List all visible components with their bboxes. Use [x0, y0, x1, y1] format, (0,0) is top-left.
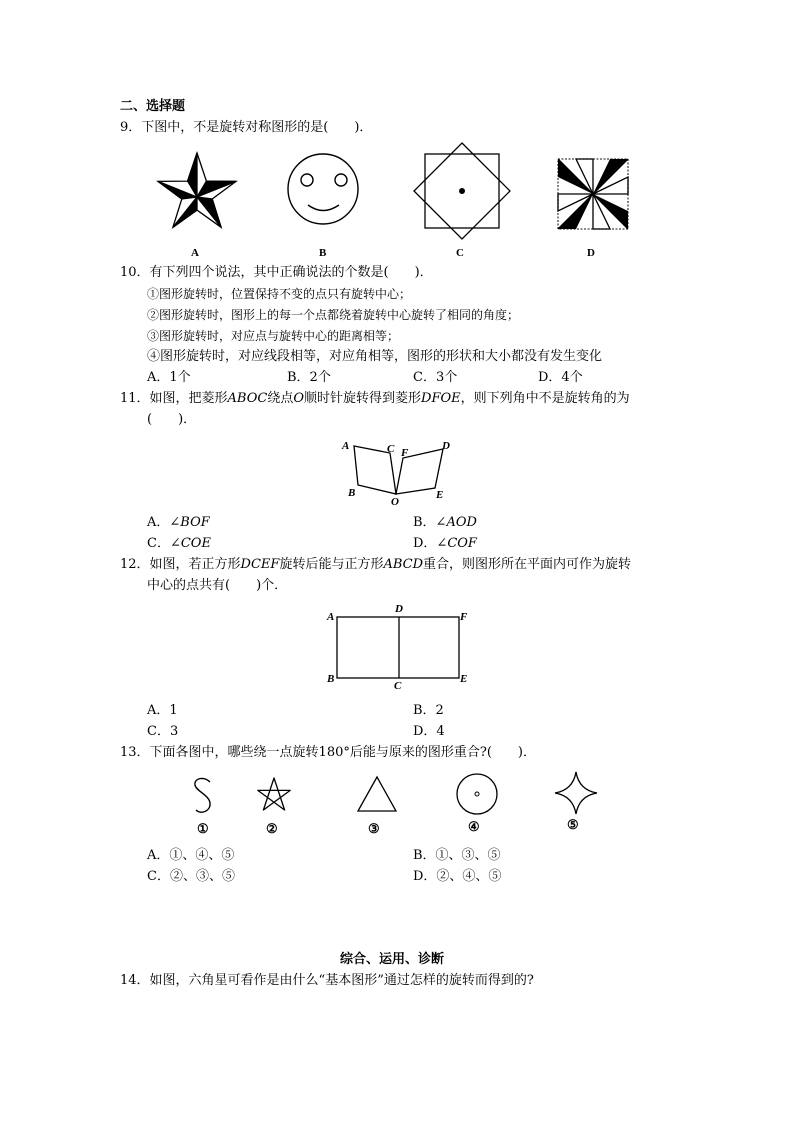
- q9-label-b: B: [319, 247, 327, 259]
- q11-label-e: E: [436, 489, 444, 501]
- q11-option-b: B．∠AOD: [413, 515, 477, 530]
- q11-figure-rhombi: [340, 436, 460, 506]
- q12-figure-squares: [322, 600, 472, 692]
- q13-figure-2-star: [256, 774, 292, 814]
- q11-label-a: A: [342, 440, 350, 452]
- q12-label-b: B: [327, 673, 335, 685]
- q12-label-d: D: [395, 603, 403, 615]
- q11-label-d: D: [442, 440, 450, 452]
- q10-option-b: B．2个: [287, 370, 331, 385]
- q11-stem: 11．如图，把菱形ABOC绕点O顺时针旋转得到菱形DFOE，则下列角中不是旋转角的为: [120, 391, 630, 406]
- q12-label-e: E: [460, 673, 468, 685]
- q13-option-a: A．①、④、⑤: [147, 848, 235, 863]
- q11-option-a: A．∠BOF: [147, 515, 210, 530]
- q13-option-c: C．②、③、⑤: [147, 869, 235, 884]
- q10-statement-1: ①图形旋转时，位置保持不变的点只有旋转中心；: [147, 287, 412, 301]
- q10-statement-2: ②图形旋转时，图形上的每一个点都绕着旋转中心旋转了相同的角度；: [147, 308, 520, 322]
- q9-figure-d-pinwheel: [556, 157, 630, 231]
- q13-figure-5-four-point-star: [552, 770, 600, 816]
- q9-label-a: A: [191, 247, 199, 259]
- q11-label-o: O: [391, 496, 399, 508]
- q13-label-5: ⑤: [567, 818, 579, 833]
- q9-figure-c-square-diamond: [412, 141, 512, 241]
- q9-figure-b-smiley: [285, 150, 365, 234]
- q12-option-d: D．4: [413, 724, 445, 739]
- q12-option-b: B．2: [413, 703, 444, 718]
- q13-label-1: ①: [197, 822, 209, 837]
- q13-figure-4-circle: [453, 770, 501, 818]
- q12-stem-line2: 中心的点共有( )个．: [147, 578, 288, 593]
- q13-figure-3-triangle: [355, 774, 399, 814]
- q12-option-a: A．1: [147, 703, 178, 718]
- q12-label-c: C: [394, 680, 402, 692]
- section-title: 二、选择题: [120, 99, 186, 114]
- q12-label-a: A: [327, 611, 335, 623]
- q13-label-2: ②: [266, 822, 278, 837]
- q9-label-d: D: [587, 247, 595, 259]
- q9-label-c: C: [456, 247, 464, 259]
- q11-option-d: D．∠COF: [413, 536, 477, 551]
- q11-label-b: B: [348, 487, 356, 499]
- q10-option-d: D．4个: [538, 370, 583, 385]
- q10-option-a: A．1个: [147, 370, 191, 385]
- q13-figure-1-s-shape: [190, 776, 218, 816]
- q13-label-3: ③: [368, 822, 380, 837]
- q10-statement-4: ④图形旋转时，对应线段相等，对应角相等，图形的形状和大小都没有发生变化: [147, 349, 603, 364]
- q12-option-c: C．3: [147, 724, 179, 739]
- section2-title: 综合、运用、诊断: [340, 952, 445, 967]
- q13-option-b: B．①、③、⑤: [413, 848, 501, 863]
- q9-figure-a-star: [150, 150, 244, 234]
- q10-statement-3: ③图形旋转时，对应点与旋转中心的距离相等；: [147, 329, 400, 343]
- q11-option-c: C．∠COE: [147, 536, 211, 551]
- q10-stem: 10．有下列四个说法，其中正确说法的个数是( )．: [120, 265, 433, 280]
- q11-label-c: C: [387, 443, 395, 455]
- q11-stem-line2: ( )．: [147, 412, 197, 427]
- q14-stem: 14．如图，六角星可看作是由什么“基本图形”通过怎样的旋转而得到的?: [120, 973, 534, 988]
- q10-option-c: C．3个: [413, 370, 458, 385]
- q13-option-d: D．②、④、⑤: [413, 869, 502, 884]
- q9-stem: 9．下图中，不是旋转对称图形的是( )．: [120, 120, 373, 135]
- q12-label-f: F: [460, 611, 468, 623]
- q13-stem: 13．下面各图中，哪些绕一点旋转180°后能与原来的图形重合?( )．: [120, 745, 536, 760]
- q12-stem: 12．如图，若正方形DCEF旋转后能与正方形ABCD重合，则图形所在平面内可作为旋转: [120, 557, 632, 572]
- q11-label-f: F: [401, 447, 409, 459]
- q13-label-4: ④: [468, 820, 480, 835]
